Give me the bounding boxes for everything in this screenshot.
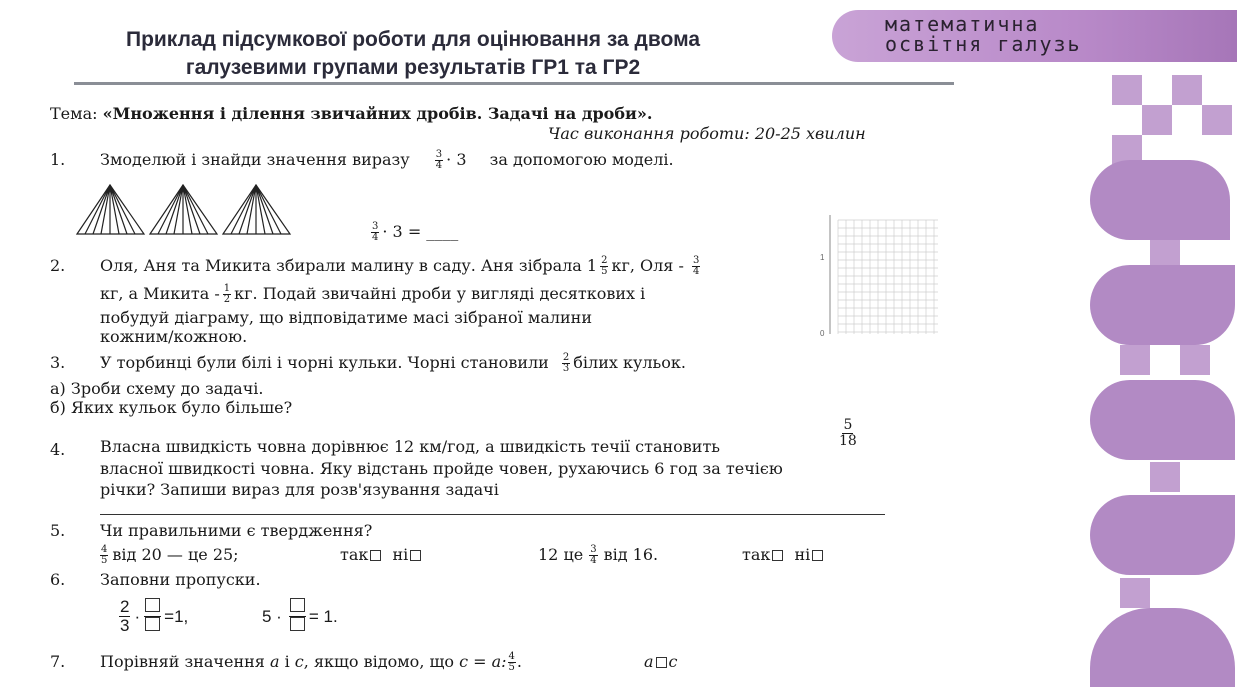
task-4-fraction: $\frac{5}{18}$: [839, 417, 857, 449]
fraction: $\frac{3}{4}$: [435, 149, 443, 171]
fraction: $\frac{1}{2}$: [223, 283, 231, 305]
task-4-answer-line[interactable]: [100, 514, 885, 515]
task-3-b: б) Яких кульок було більше?: [50, 398, 293, 417]
triangle-models: [72, 182, 302, 238]
task-7-compare[interactable]: a c: [644, 652, 678, 671]
time-limit: Час виконання роботи: 20-25 хвилин: [548, 124, 866, 143]
task-2-line4: кожним/кожною.: [100, 327, 248, 346]
blank-box[interactable]: [290, 598, 305, 612]
blank-box[interactable]: [145, 617, 160, 631]
blank-box[interactable]: [290, 617, 305, 631]
blank-box[interactable]: [145, 598, 160, 612]
checkbox-yes-2[interactable]: [772, 550, 783, 561]
task-4-line1: Власна швидкість човна дорівнює 12 км/год, а швидкість течії становить: [100, 437, 721, 456]
y-tick-label: 1: [820, 253, 825, 262]
fraction: $\frac{4}{5}$: [101, 544, 108, 566]
task-6-equation-2: 5 · = 1.: [262, 598, 338, 635]
task-7-number: 7.: [50, 652, 66, 671]
triangle-model-1: [77, 185, 144, 234]
fraction: $\frac{3}{4}$: [372, 221, 379, 243]
task-1-text: Змоделюй і знайди значення виразу $\frac{3}{4}$ · 3 за допомогою моделі.: [100, 149, 674, 171]
task-6-text: Заповни пропуски.: [100, 570, 261, 589]
task-5-choice-1[interactable]: так ні: [340, 545, 423, 565]
checkbox-no-1[interactable]: [410, 550, 421, 561]
fraction: $\frac{4}{5}$: [508, 651, 515, 673]
y-tick-label: 0: [820, 329, 825, 338]
task-5-number: 5.: [50, 521, 66, 540]
task-6-number: 6.: [50, 570, 66, 589]
fraction: $\frac{3}{4}$: [590, 544, 597, 566]
title-underline: [74, 82, 954, 85]
fraction: $\frac{2}{3}$: [562, 352, 570, 374]
task-7-text: Порівняй значення a і c, якщо відомо, що c = a: $\frac{4}{5}$ .: [100, 651, 523, 673]
task-3-number: 3.: [50, 353, 66, 372]
diagram-grid[interactable]: [812, 210, 944, 340]
task-3-a: а) Зроби схему до задачі.: [50, 379, 264, 398]
task-2-line3: побудуй діаграму, що відповідатиме масі зібраної малини: [100, 308, 593, 327]
task-4-number: 4.: [50, 440, 66, 459]
checkbox-no-2[interactable]: [812, 550, 823, 561]
task-5-statement-2: 12 це $\frac{3}{4}$ від 16.: [538, 544, 659, 566]
task-6-equation-1: $\frac{2}{3}$ · =1,: [120, 597, 189, 635]
task-4-line2: власної швидкості човна. Яку відстань пройде човен, рухаючись 6 год за течією: [100, 459, 783, 478]
task-5-statement-1: $\frac{4}{5}$ від 20 — це 25;: [101, 544, 239, 566]
topic: Тема: «Множення і ділення звичайних дробів. Задачі на дроби».: [50, 104, 653, 123]
task-5-text: Чи правильними є твердження?: [100, 521, 373, 540]
badge-text: математична освітня галузь: [885, 12, 1082, 56]
task-3-text: У торбинці були білі і чорні кульки. Чорні становили $\frac{2}{3}$ білих кульок.: [100, 352, 686, 374]
checkbox-yes-1[interactable]: [370, 550, 381, 561]
task-5-choice-2[interactable]: так ні: [742, 545, 825, 565]
page-title: Приклад підсумкової роботи для оцінювання за двома галузевими групами результатів ГР1 та ГР2: [125, 28, 701, 79]
task-4-line3: річки? Запиши вираз для розв'язування задачі: [100, 480, 499, 499]
triangle-model-2: [150, 185, 217, 234]
fraction: $\frac{2}{5}$: [601, 255, 608, 277]
task-1-answer[interactable]: $\frac{3}{4}$ · 3 = ____: [372, 221, 459, 243]
triangle-model-3: [223, 185, 290, 234]
task-2-number: 2.: [50, 256, 66, 275]
fraction: $\frac{3}{4}$: [692, 255, 700, 277]
task-2-line2: кг, а Микита - $\frac{1}{2}$ кг. Подай звичайні дроби у вигляді десяткових і: [100, 283, 646, 305]
compare-box[interactable]: [656, 657, 667, 668]
task-2-line1: Оля, Аня та Микита збирали малину в саду. Аня зібрала 1 $\frac{2}{5}$ кг, Оля - $\frac{3}{4}$: [100, 255, 700, 277]
task-1-number: 1.: [50, 150, 66, 169]
